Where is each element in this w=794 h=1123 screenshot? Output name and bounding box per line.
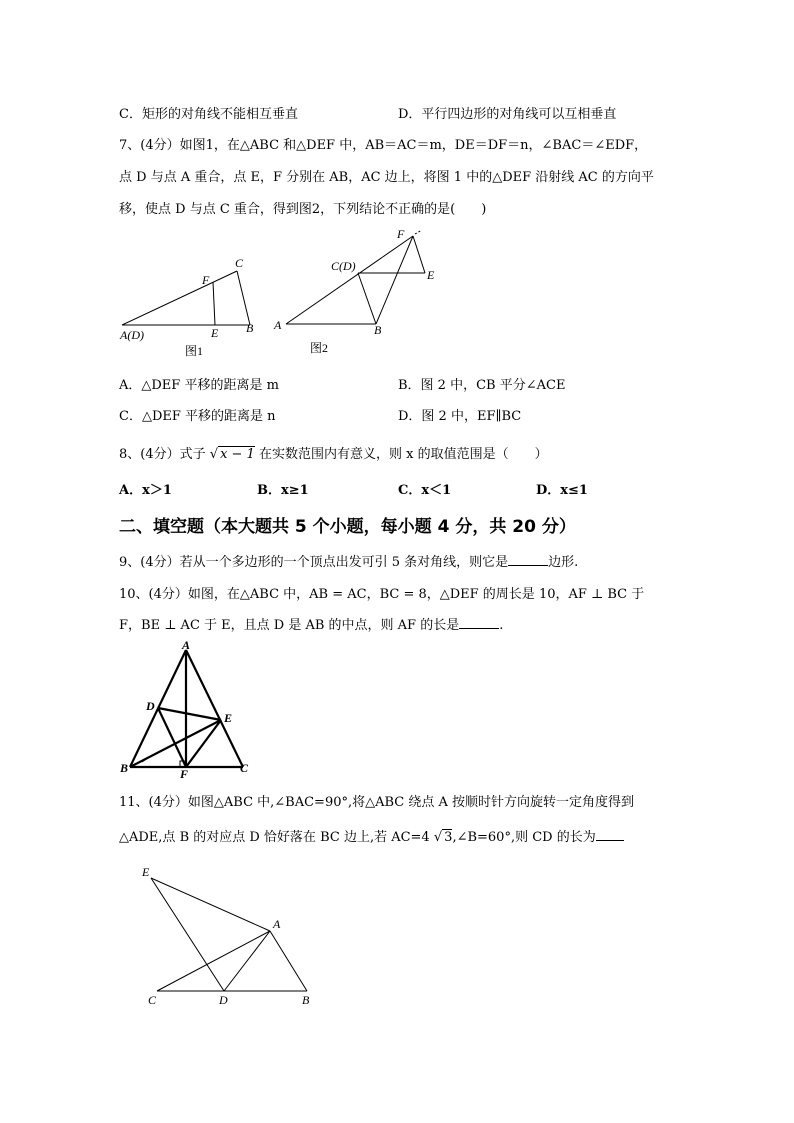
q8-radicand: x − 1 [220,447,255,462]
q8-stem-pre: 8、(4分）式子 [119,447,206,462]
segment-ed [151,878,224,991]
sqrt-symbol: √ [433,830,443,845]
q11-stem-line2-post: ,∠B=60°,则 CD 的长为 [452,830,596,845]
label-b: B [246,321,254,335]
q9-stem-pre: 9、(4分）若从一个多边形的一个顶点出发可引 5 条对角线，则它是 [119,555,509,570]
segment-ac [186,650,243,767]
label-f: F [180,767,189,781]
q8-option-a: A．x＞1 [119,483,172,498]
label-b: B [302,993,310,1007]
label-f: F [397,227,405,241]
segment-ea [151,878,270,931]
q7-option-c: C．△DEF 平移的距离是 n [119,409,276,424]
segment-ca [157,931,270,991]
segment-af [286,236,413,324]
label-d: D [146,699,155,713]
label-c: C [240,761,249,775]
q10-stem-line2-end: . [499,618,504,633]
q10-stem-line2 [119,614,503,633]
segment-cb [358,273,376,324]
label-c: C [148,993,157,1007]
segment-de [158,708,221,720]
q7-stem-line2: 点 D 与点 A 重合，点 E，F 分别在 AB，AC 边上，将图 1 中的△DEF 沿射线 AC 的方向平 [119,170,654,185]
q6-option-d: D．平行四边形的对角线可以互相垂直 [398,107,617,122]
q7-option-d: D．图 2 中，EF∥BC [398,409,522,424]
label-b: B [374,323,382,337]
q9-stem-post: 边形. [548,555,579,570]
label-e: E [224,711,233,725]
q11-answer-blank[interactable] [596,828,624,841]
segment-fe [186,720,221,767]
label-c: C [235,256,244,270]
q11-figure [140,862,330,1012]
q8-stem-post: 在实数范围内有意义，则 x 的取值范围是（ ） [258,447,548,462]
q7-figure-1 [115,255,275,360]
segment-da [224,931,270,991]
label-e: E [427,268,435,282]
section-2-title: 二、填空题（本大题共 5 个小题，每小题 4 分，共 20 分） [119,517,576,537]
q7-option-a: A．△DEF 平移的距离是 m [119,378,279,393]
fig2-caption: 图2 [310,341,329,355]
q11-stem-line1: 11、(4分）如图△ABC 中,∠BAC=90°,将△ABC 绕点 A 按顺时针方向旋转一定角度得到 [119,795,635,810]
segment-fe [213,282,215,325]
label-a: A [273,917,281,931]
q8-option-d: D．x≤1 [536,483,588,498]
q11-stem-line2 [119,826,624,845]
label-a: A [182,638,191,652]
label-e: E [211,326,219,340]
q8-option-b: B．x≥1 [257,483,309,498]
label-e: E [142,865,150,879]
q10-answer-blank[interactable] [459,616,499,629]
segment-fe [413,236,425,273]
q11-radicand: 3 [444,830,453,845]
q10-stem-line2-text: F，BE ⊥ AC 于 E，且点 D 是 AB 的中点，则 AF 的长是 [119,618,460,633]
label-f: F [202,273,210,287]
segment-cb [237,271,250,325]
sqrt-symbol: √ [209,447,219,462]
fig1-caption: 图1 [185,344,204,358]
q6-option-c: C．矩形的对角线不能相互垂直 [119,107,298,122]
q7-option-b: B．图 2 中，CB 平分∠ACE [398,378,566,393]
q8-stem [119,443,548,462]
label-a-d: A(D) [120,328,144,342]
label-b: B [120,761,129,775]
q9-answer-blank[interactable] [508,553,548,566]
q9-stem [119,551,578,570]
segment-ab [270,931,307,991]
q7-stem-line3: 移，使点 D 与点 C 重合，得到图2，下列结论不正确的是( ) [119,202,487,217]
segment-df [158,708,186,767]
q10-figure [118,640,258,780]
q10-stem-line1: 10、(4分）如图，在△ABC 中，AB = AC，BC = 8，△DEF 的周长是 10，AF ⊥ BC 于 [119,587,645,602]
q7-figure-2 [268,226,453,361]
label-a: A [274,318,282,332]
q11-stem-line2-pre: △ADE,点 B 的对应点 D 恰好落在 BC 边上,若 AC=4 [119,830,430,845]
q7-stem-line1: 7、(4分）如图1，在△ABC 和△DEF 中，AB＝AC＝m，DE＝DF＝n，∠BAC＝∠EDF， [119,138,648,153]
segment-ac [122,271,237,325]
q8-option-c: C．x＜1 [398,483,452,498]
label-c-d: C(D) [331,259,356,273]
label-d: D [219,993,228,1007]
